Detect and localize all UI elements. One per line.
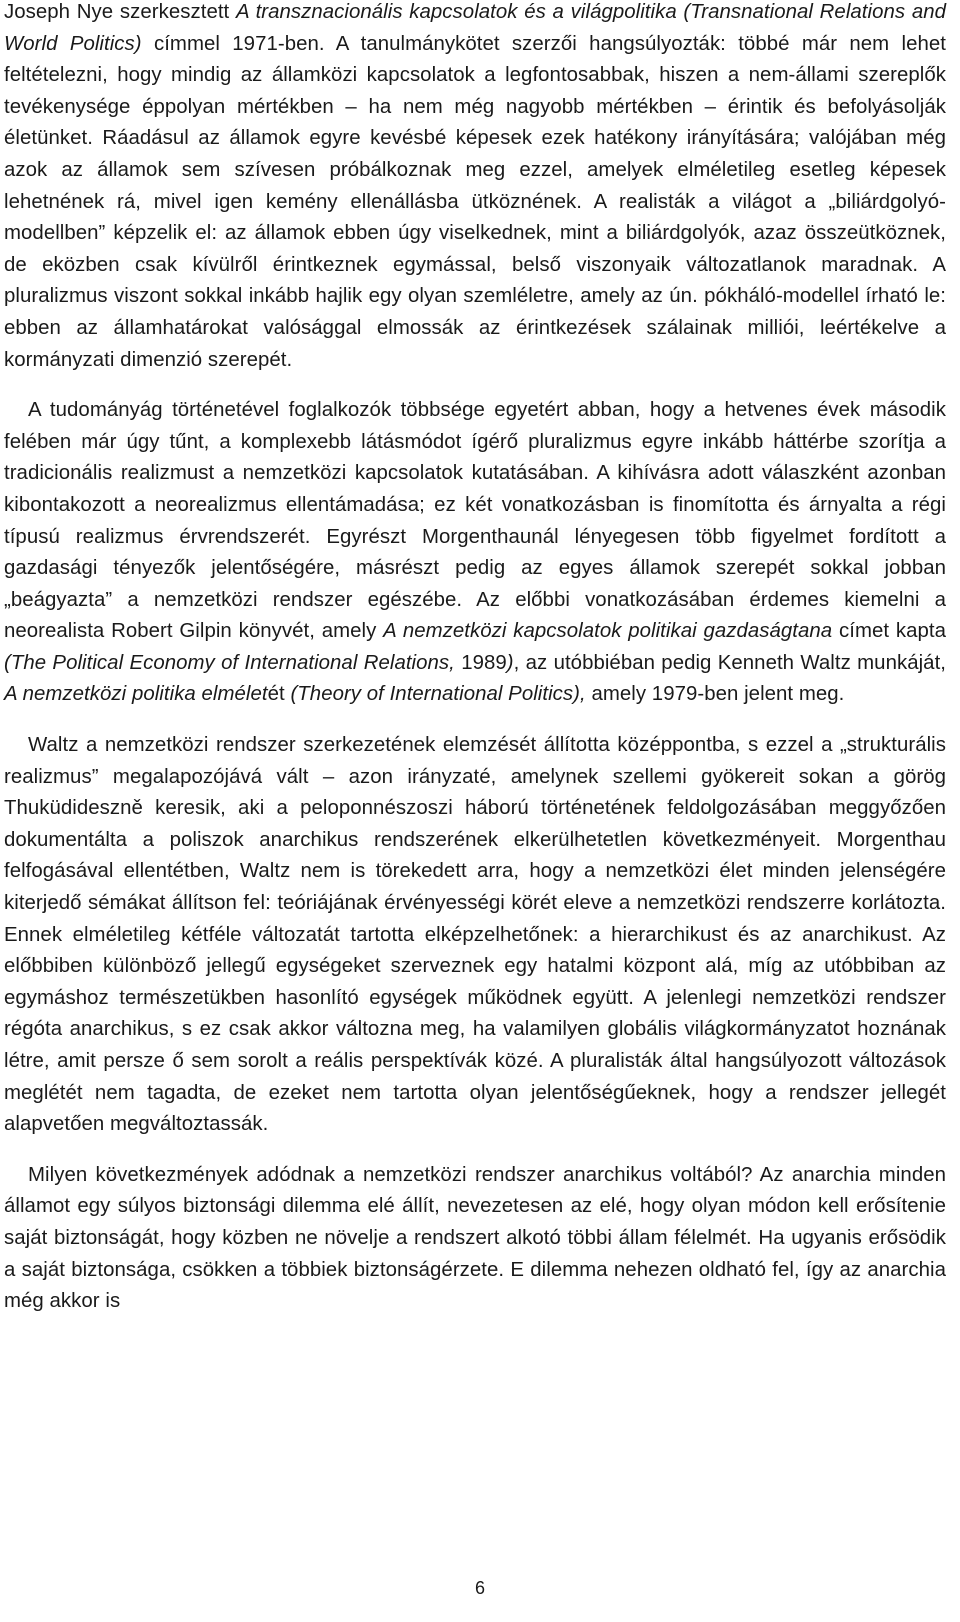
text-segment: amely 1979-ben jelent meg.	[585, 683, 845, 706]
page-number: 6	[474, 1578, 485, 1598]
italic-text-segment: )	[506, 651, 514, 674]
text-segment: ét	[267, 683, 291, 706]
text-segment: 1989	[454, 651, 507, 674]
paragraph-3	[4, 730, 946, 1141]
text-segment: Waltz a nemzetközi rendszer szerkezetének elemzését állította középpontba, s ezzel a „strukturális realizmus” megalapozójává vált – azon irányzaté, amelynek szellemi gyökereit sokan a görög Thuküdideszně keresik, aki a peloponnészoszi háború történetének feldolgozásában meggyőzően dokumentálta a poliszok anarchikus rendszerének elkerülhetetlen következményeit. Morgenthau felfogásával ellentétben, Waltz nem is törekedett arra, hogy a nemzetközi élet minden jelenségére kiterjedő sémákat állítson fel: teóriájának érvényességi körét eleve a nemzetközi rendszerre korlátozta. Ennek elméletileg kétféle változatát tartotta elképzelhetőnek: a hierarchikust és az anarchikust. Az előbbiben különböző jellegű egységeket szerveznek egy hatalmi központ alá, míg az utóbbiban az egymáshoz természetükben hasonlító egységek működnek együtt. A jelenlegi nemzetközi rendszer régóta anarchikus, s ez csak akkor változna meg, ha valamilyen globális világkormányzatot hoznának létre, amit persze ő sem sorolt a reális perspektívák közé. A pluralisták által hangsúlyozott változások meglétét nem tagadta, de ezeket nem tartotta olyan jelentőségűeknek, hogy a rendszer jellegét alapvetően megváltoztassák.	[4, 734, 946, 1136]
paragraph-1	[4, 0, 946, 376]
text-segment: , az utóbbiéban pedig Kenneth Waltz munkáját,	[513, 651, 947, 674]
italic-text-segment: A nemzetközi kapcsolatok politikai gazdaságtana	[383, 620, 833, 643]
italic-text-segment: A transznacionális kapcsolatok és a világpolitika (Transnational Relations and World Politics)	[4, 1, 946, 55]
italic-text-segment: (Theory of International Politics),	[290, 683, 586, 706]
italic-text-segment: (The Political Economy of International Relations,	[4, 651, 455, 674]
text-segment: A tudományág történetével foglalkozók többsége egyetért abban, hogy a hetvenes évek második felében már úgy tűnt, a komplexebb látásmódot ígérő pluralizmus egyre inkább háttérbe szorítja a tradicionális realizmust a nemzetközi kapcsolatok kutatásában. A kihívásra adott válaszként azonban kibontakozott a neorealizmus ellentámadása; ez két vonatkozásban is finomította és árnyalta a régi típusú realizmus érvrendszerét. Egyrészt Morgenthaunál lényegesen több figyelmet fordított a gazdasági tényezők jelentőségére, másrészt pedig az egyes államok szerepét sokkal jobban „beágyazta” a nemzetközi rendszer egészébe. Az előbbi vonatkozásában érdemes kiemelni a neorealista Robert Gilpin könyvét, amely	[4, 399, 946, 643]
text-segment: címmel 1971-ben. A tanulmánykötet szerzői hangsúlyozták: többé már nem lehet feltételezni, hogy mindig az államközi kapcsolatok a legfontosabbak, hiszen a nem-állami szereplők tevékenysége éppolyan mértékben – ha nem még nagyobb mértékben – érintik és befolyásolják életünket. Ráadásul az államok egyre kevésbé képesek ezek hatékony irányítására; valójában még azok az államok sem szívesen próbálkoznak meg ezzel, amelyek elméletileg esetleg képesek lehetnének rá, mivel igen kemény ellenállásba ütköznének. A realisták a világot a „biliárdgolyó-modellben” képzelik el: az államok ebben úgy viselkednek, mint a biliárdgolyók, azaz összeütköznek, de eközben csak kívülről érintkeznek egymással, belső viszonyaik változatlanok maradnak. A pluralizmus viszont sokkal inkább hajlik egy olyan szemléletre, amely az ún. pókháló-modellel írható le: ebben az államhatárokat valósággal elmossák az érintkezések szálainak milliói, leértékelve a kormányzati dimenzió szerepét.	[4, 32, 947, 371]
paragraph-2	[4, 395, 946, 711]
paragraph-4	[4, 1160, 946, 1318]
text-segment: címet kapta	[832, 620, 947, 643]
text-segment: Milyen következmények adódnak a nemzetközi rendszer anarchikus voltából? Az anarchia minden államot egy súlyos biztonsági dilemma elé állít, nevezetesen az elé, hogy olyan módon kell erősítenie saját biztonságát, hogy közben ne növelje a rendszert alkotó többi állam félelmét. Ha ugyanis erősödik a saját biztonsága, csökken a többiek biztonságérzete. E dilemma nehezen oldható fel, így az anarchia még akkor is	[4, 1163, 946, 1313]
italic-text-segment: A nemzetközi politika elmélet	[4, 683, 268, 706]
text-segment: Joseph Nye szerkesztett	[4, 1, 236, 23]
